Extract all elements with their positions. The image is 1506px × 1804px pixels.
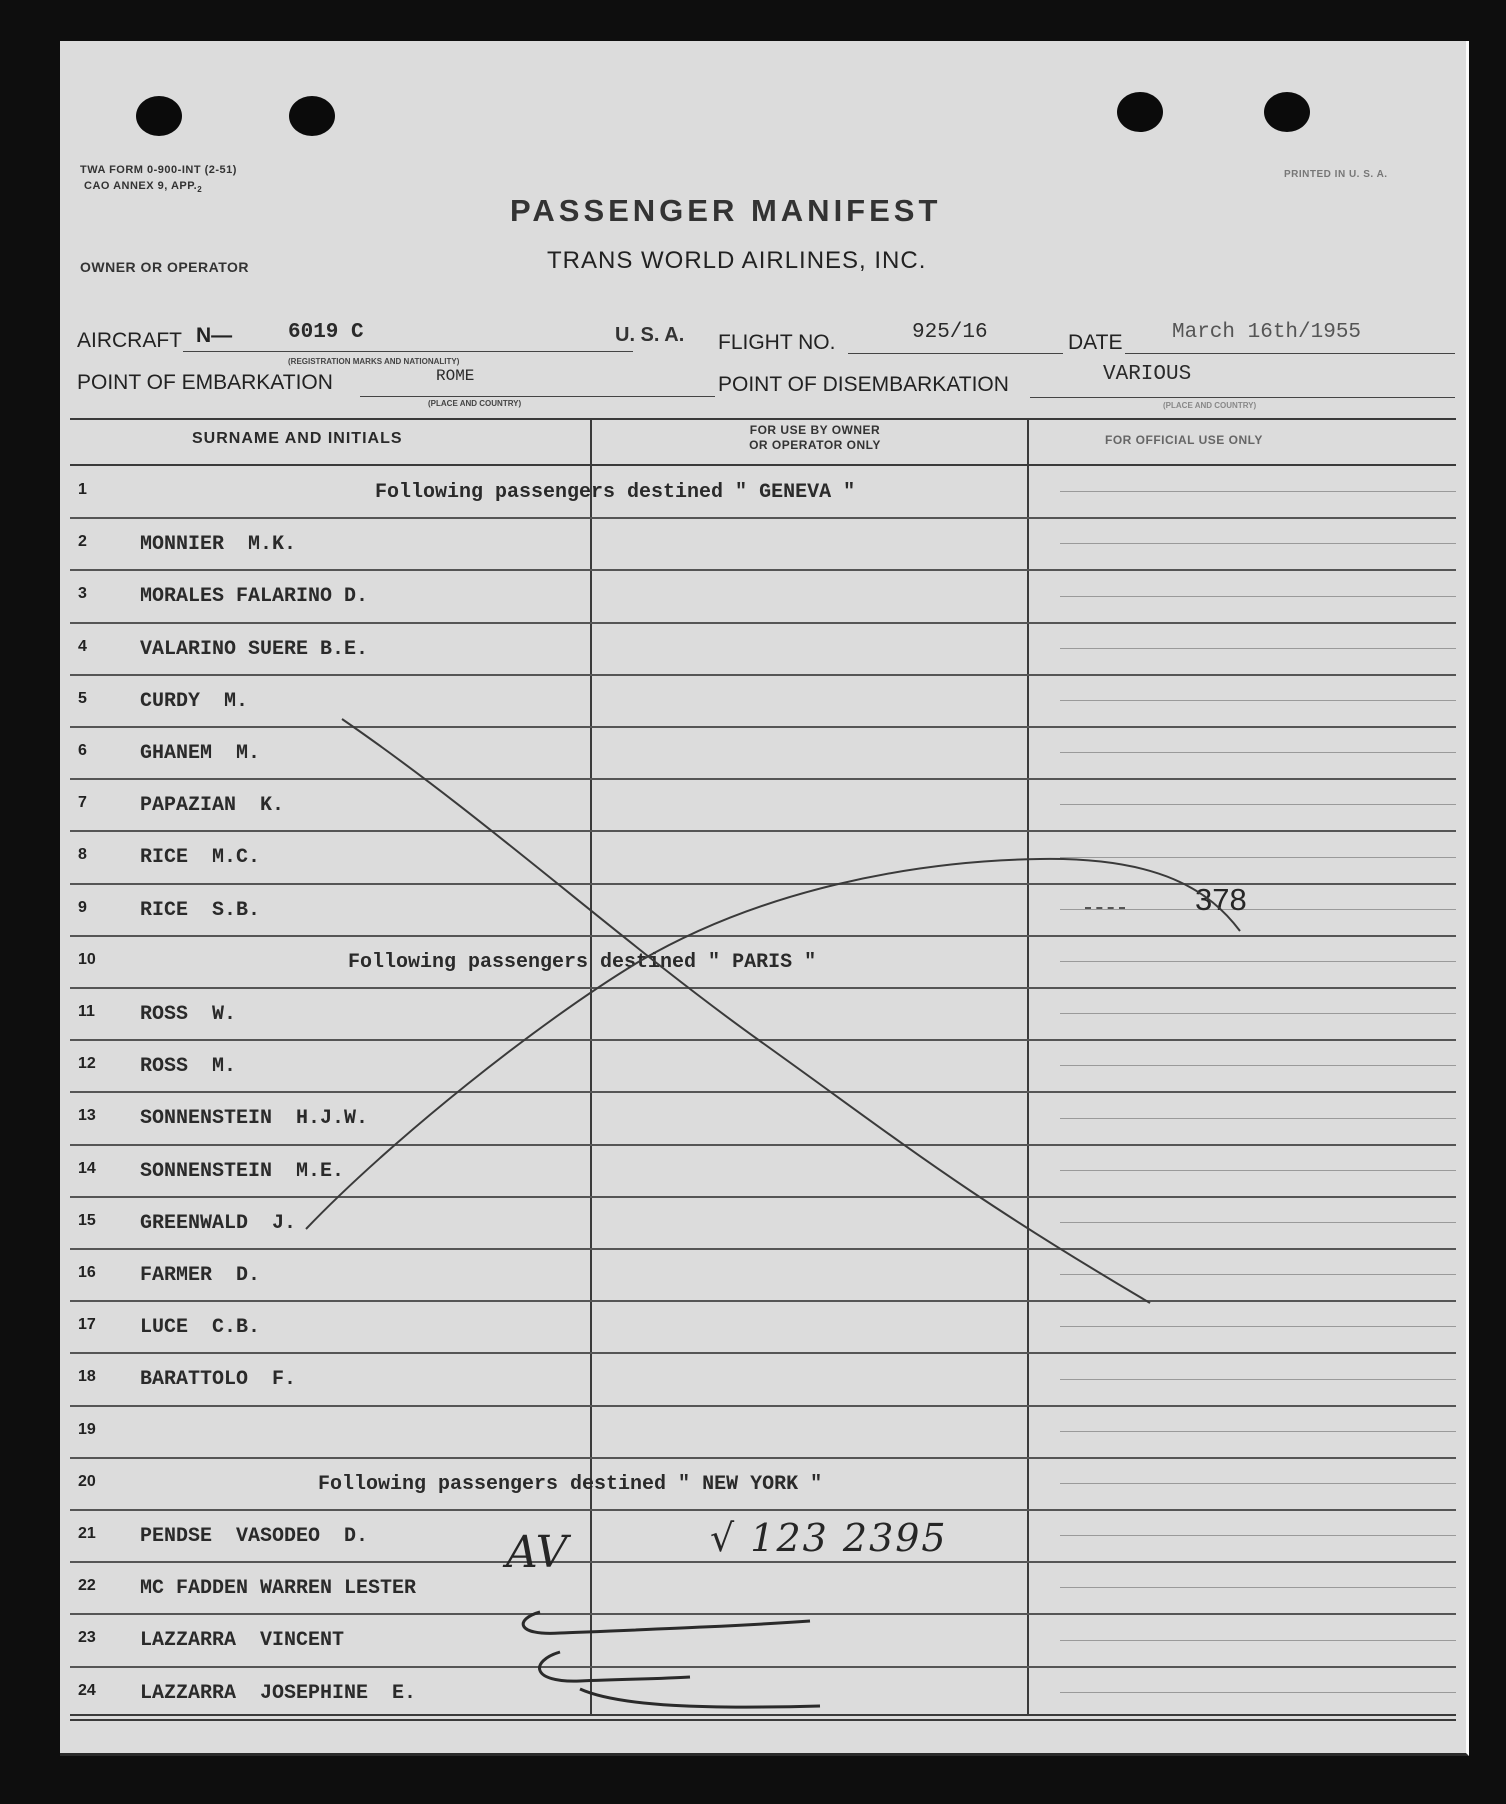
passenger-name: GHANEM M. bbox=[140, 742, 261, 765]
passenger-name: FARMER D. bbox=[140, 1264, 261, 1287]
place-caption: (PLACE AND COUNTRY) bbox=[428, 399, 522, 408]
nationality: U. S. A. bbox=[615, 324, 685, 346]
passenger-name: LUCE C.B. bbox=[140, 1316, 261, 1340]
passenger-name: VALARINO SUERE B.E. bbox=[140, 637, 369, 661]
aircraft-prefix: N— bbox=[196, 324, 233, 347]
passenger-name: LAZZARRA JOSEPHINE E. bbox=[140, 1681, 417, 1705]
date-value: March 16th/1955 bbox=[1172, 321, 1362, 344]
aircraft-label: AIRCRAFT bbox=[77, 329, 182, 352]
passenger-name: ROSS M. bbox=[140, 1055, 237, 1079]
aircraft-value: 6019 C bbox=[288, 321, 364, 344]
printed-in: PRINTED IN U. S. A. bbox=[1284, 169, 1388, 180]
row-number: 19 bbox=[78, 1420, 96, 1438]
manifest-sheet bbox=[60, 41, 1469, 1756]
page-title: PASSENGER MANIFEST bbox=[510, 193, 942, 228]
row-number: 8 bbox=[78, 846, 87, 864]
owner-use-line-2: OR OPERATOR ONLY bbox=[749, 438, 881, 452]
row-number: 4 bbox=[78, 637, 87, 655]
ditto-mark bbox=[580, 1689, 820, 1707]
row-number: 18 bbox=[78, 1368, 96, 1386]
row-number: 17 bbox=[78, 1316, 96, 1334]
passenger-name: LAZZARRA VINCENT bbox=[140, 1629, 345, 1653]
row-number: 20 bbox=[78, 1472, 96, 1490]
official-use-column-header: FOR OFFICIAL USE ONLY bbox=[1105, 433, 1263, 447]
passenger-name: MORALES FALARINO D. bbox=[140, 585, 369, 609]
passenger-name: BARATTOLO F. bbox=[140, 1368, 297, 1392]
disembark-label: POINT OF DISEMBARKATION bbox=[718, 373, 1009, 396]
row-number: 10 bbox=[78, 950, 96, 968]
passenger-name: ROSS W. bbox=[140, 1003, 237, 1026]
date-label: DATE bbox=[1068, 331, 1123, 354]
handwritten-ticket-note: √ 123 2395 bbox=[710, 1516, 948, 1560]
handwritten-marks bbox=[60, 41, 1466, 1753]
passenger-name: MC FADDEN WARREN LESTER bbox=[140, 1577, 417, 1601]
owner-use-line-1: FOR USE BY OWNER bbox=[749, 423, 881, 437]
row-number: 23 bbox=[78, 1629, 96, 1647]
handwritten-initials: AV bbox=[506, 1527, 568, 1578]
operator-name: TRANS WORLD AIRLINES, INC. bbox=[547, 247, 927, 274]
row-number: 2 bbox=[78, 533, 87, 551]
form-number: TWA FORM 0-900-INT (2-51) bbox=[80, 164, 237, 176]
row-number: 6 bbox=[78, 742, 87, 759]
passenger-name: CURDY M. bbox=[140, 689, 249, 713]
row-number: 24 bbox=[78, 1681, 96, 1699]
passenger-name: PAPAZIAN K. bbox=[140, 794, 285, 818]
embark-label: POINT OF EMBARKATION bbox=[77, 371, 333, 394]
embark-value: ROME bbox=[436, 367, 475, 385]
annex-sub: 2 bbox=[197, 185, 203, 195]
official-number: 378 bbox=[1195, 882, 1247, 917]
crossout-stroke bbox=[342, 719, 1150, 1303]
passenger-name: SONNENSTEIN H.J.W. bbox=[140, 1107, 369, 1131]
destination-heading: Following passengers destined " GENEVA " bbox=[375, 481, 856, 504]
row-number: 16 bbox=[78, 1264, 96, 1281]
destination-heading: Following passengers destined " NEW YORK " bbox=[318, 1472, 823, 1496]
row-number: 1 bbox=[78, 481, 87, 498]
row-number: 14 bbox=[78, 1159, 96, 1177]
ditto-mark bbox=[540, 1652, 690, 1681]
row-number: 9 bbox=[78, 898, 87, 916]
row-number: 15 bbox=[78, 1211, 96, 1229]
disembark-value: VARIOUS bbox=[1103, 363, 1192, 386]
annex-text: CAO ANNEX 9, APP. bbox=[84, 180, 198, 192]
row-number: 22 bbox=[78, 1577, 96, 1595]
row-number: 5 bbox=[78, 689, 87, 707]
registration-caption: (REGISTRATION MARKS AND NATIONALITY) bbox=[288, 357, 460, 366]
surname-column-header: SURNAME AND INITIALS bbox=[192, 430, 403, 447]
passenger-name: GREENWALD J. bbox=[140, 1211, 297, 1235]
flight-value: 925/16 bbox=[912, 321, 988, 344]
row-number: 11 bbox=[78, 1003, 95, 1020]
passenger-name: SONNENSTEIN M.E. bbox=[140, 1159, 345, 1183]
crossout-stroke bbox=[306, 859, 1240, 1229]
row-number: 7 bbox=[78, 794, 87, 812]
row-number: 13 bbox=[78, 1107, 96, 1125]
disembark-caption: (PLACE AND COUNTRY) bbox=[1163, 401, 1257, 410]
row-number: 21 bbox=[78, 1525, 96, 1542]
operator-label: OWNER OR OPERATOR bbox=[80, 259, 249, 275]
passenger-name: MONNIER M.K. bbox=[140, 533, 297, 557]
flight-label: FLIGHT NO. bbox=[718, 331, 836, 354]
passenger-name: PENDSE VASODEO D. bbox=[140, 1525, 369, 1548]
row-number: 3 bbox=[78, 585, 87, 603]
passenger-name: RICE M.C. bbox=[140, 846, 261, 870]
passenger-name: RICE S.B. bbox=[140, 898, 261, 922]
ditto-mark bbox=[523, 1612, 810, 1633]
destination-heading: Following passengers destined " PARIS " bbox=[348, 950, 817, 974]
row-number: 12 bbox=[78, 1055, 96, 1073]
